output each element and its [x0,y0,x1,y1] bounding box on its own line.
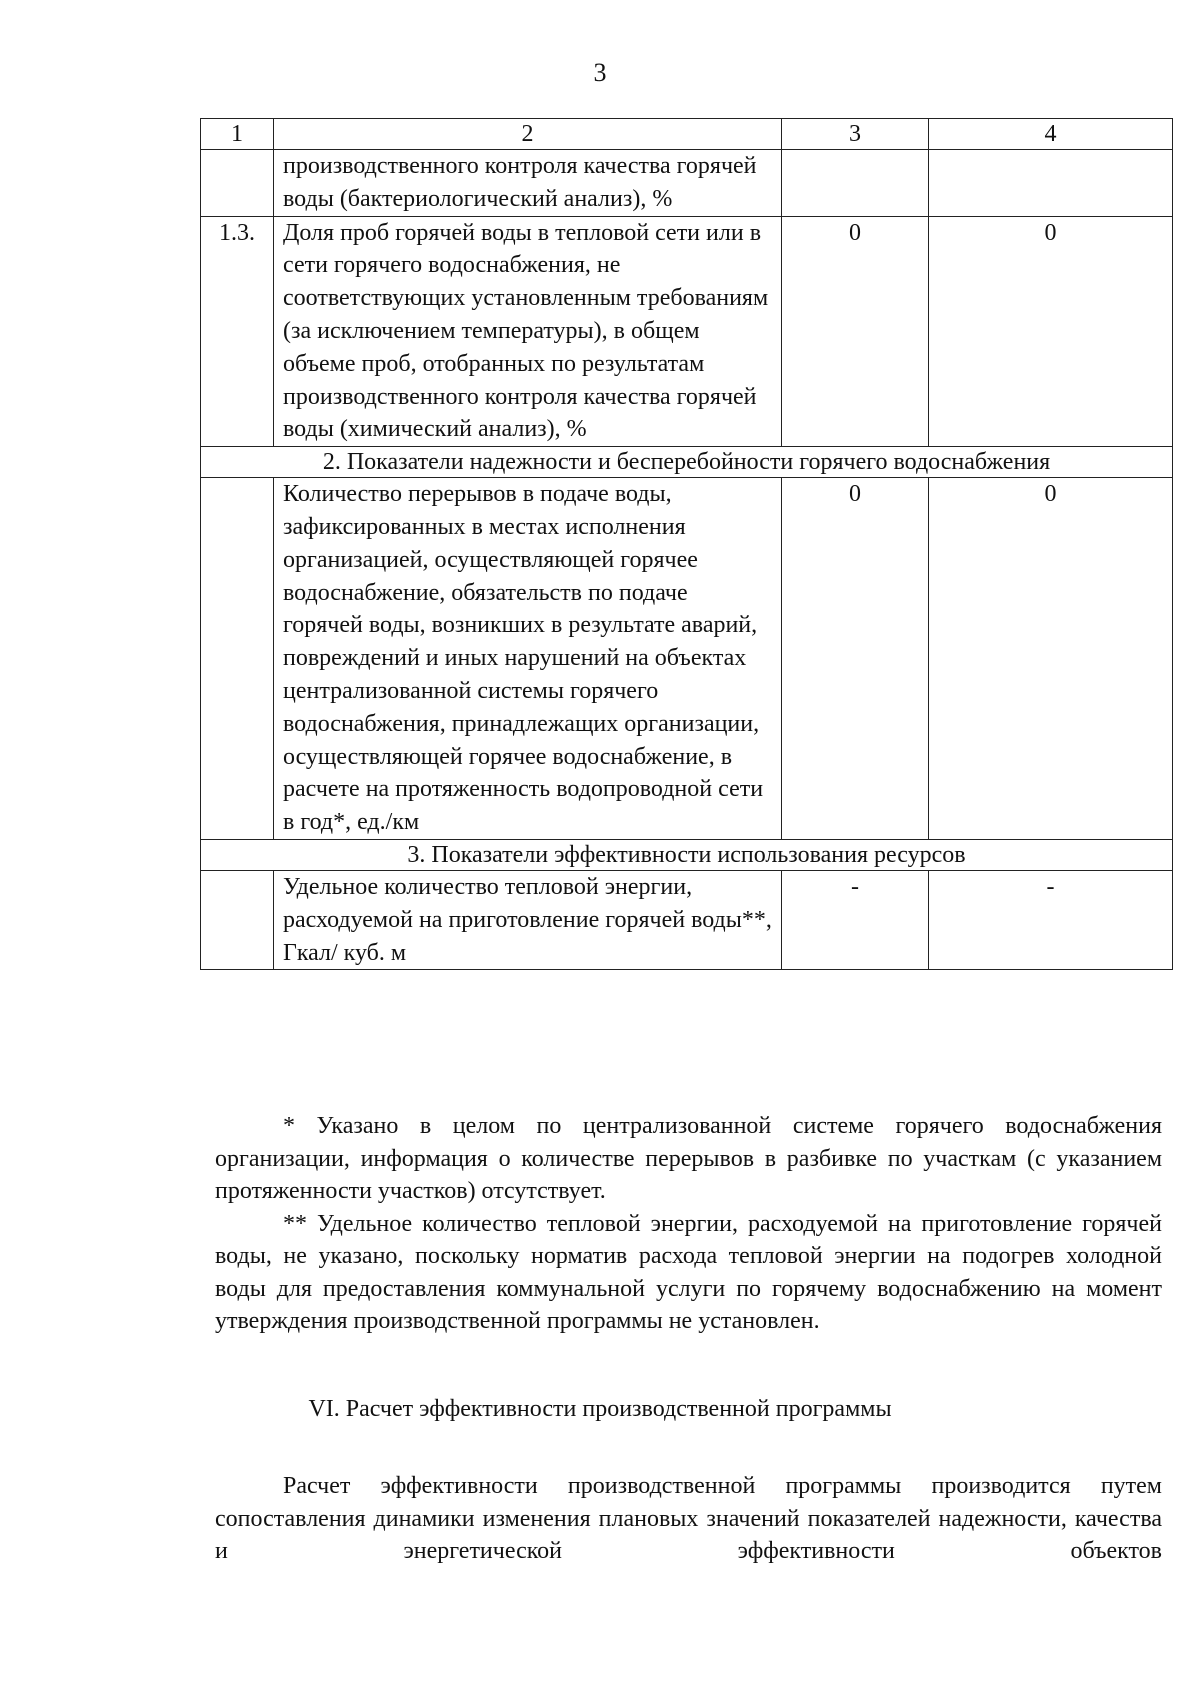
section-row [201,839,1173,870]
header-col-3: 3 [782,119,929,150]
row-number [201,150,274,217]
row-number [201,870,274,969]
footnote-1: * Указано в целом по централизованной системе горячего водоснабжения организации, информация о количестве перерывов в разбивке по участкам (с указанием протяженности участков) отсутствует. [215,1113,1162,1204]
section-heading: VI. Расчет эффективности производственной программы [308,1396,892,1422]
row-indicator-text: Доля проб горячей воды в тепловой сети или в сети горячего водоснабжения, не соответствующих установленным требованиям (за исключением температуры), в общем объеме проб, отобранных по результатам производственного контроля качества горячей воды (химический анализ), % [274,216,782,447]
row-value-col-4: - [929,870,1173,969]
header-col-4: 4 [929,119,1173,150]
page-number: 3 [593,58,607,87]
table-row [201,150,1173,217]
row-value-col-3: 0 [782,478,929,840]
row-number [201,478,274,840]
row-number: 1.3. [201,216,274,447]
table-header-row [201,119,1173,150]
section-row [201,447,1173,478]
table-row [201,216,1173,447]
row-value-col-3: 0 [782,216,929,447]
row-indicator-text: производственного контроля качества горячей воды (бактериологический анализ), % [274,150,782,217]
table-row [201,870,1173,969]
footnotes [215,1110,1162,1338]
indicators-table [200,118,1173,970]
footnote-2: ** Удельное количество тепловой энергии, расходуемой на приготовление горячей воды, не указано, поскольку норматив расхода тепловой энергии на подогрев холодной воды для предоставления коммунальной услуги по горячему водоснабжению на момент утверждения производственной программы не установлен. [215,1210,1162,1334]
section-title: 3. Показатели эффективности использования ресурсов [201,839,1173,870]
row-value-col-4: 0 [929,478,1173,840]
header-col-2: 2 [274,119,782,150]
table-row [201,478,1173,840]
header-col-1: 1 [201,119,274,150]
row-value-col-3: - [782,870,929,969]
row-value-col-4: 0 [929,216,1173,447]
body-paragraph: Расчет эффективности производственной программы производится путем сопоставления динамики изменения плановых значений показателей надежности, качества и энергетической эффективности объектов [215,1473,1162,1564]
section-title: 2. Показатели надежности и бесперебойности горячего водоснабжения [201,447,1173,478]
row-value-col-3 [782,150,929,217]
row-indicator-text: Количество перерывов в подаче воды, зафиксированных в местах исполнения организацией, осуществляющей горячее водоснабжение, обязательств по подаче горячей воды, возникших в результате аварий, повреждений и иных нарушений на объектах централизованной системы горячего водоснабжения, принадлежащих организации, осуществляющей горячее водоснабжение, в расчете на протяженность водопроводной сети в год*, ед./км [274,478,782,840]
row-indicator-text: Удельное количество тепловой энергии, расходуемой на приготовление горячей воды**, Гкал/ куб. м [274,870,782,969]
row-value-col-4 [929,150,1173,217]
